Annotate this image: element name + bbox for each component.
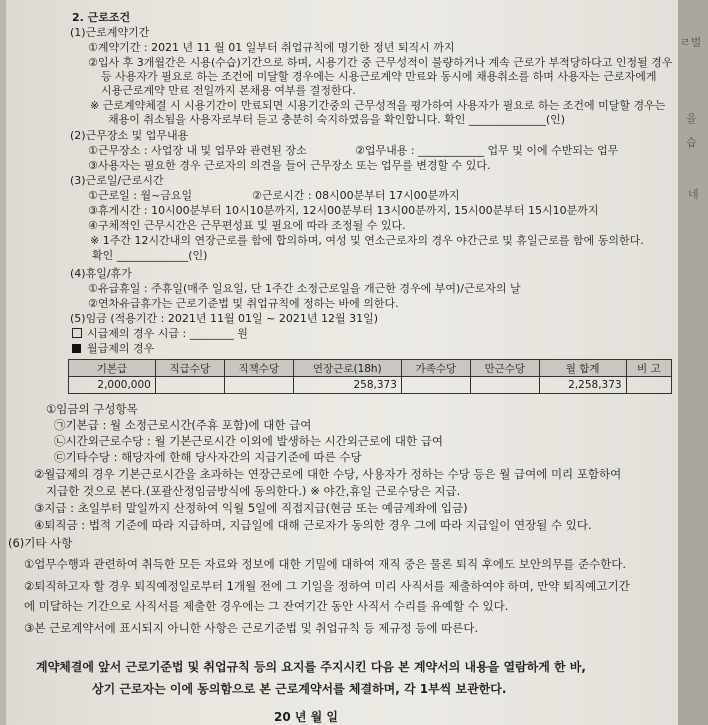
section-title: 2. 근로조건 [72, 11, 131, 24]
monthly-wage-text: 월급제의 경우 [87, 342, 155, 355]
other-matters-heading: (6)기타 사항 [8, 536, 73, 550]
closing-statement-2: 상기 근로자는 이에 동의함으로 본 근로계약서를 체결하며, 각 1부씩 보관한다. [92, 682, 507, 696]
probation-note-2: 채용이 취소됨을 사용자로부터 듣고 충분히 숙지하였음을 확인합니다. 확인 ______________(인) [108, 113, 566, 126]
wage-table [68, 359, 672, 394]
overtime-consent-text: ※ 1주간 12시간내의 연장근로를 함에 합의하며, 여성 및 연소근로자의 경우 야간근로 및 휴일근로를 함에 동의한다. [90, 234, 644, 247]
other-rules-text: ③본 근로계약서에 표시되지 아니한 사항은 근로기준법 및 취업규칙 등 제규정 등에 따른다. [24, 621, 479, 635]
workplace-text: ①근무장소 : 사업장 내 및 업무와 관련된 장소 [88, 144, 307, 157]
probation-text-1: ②입사 후 3개월간은 시용(수습)기간으로 하며, 시용기간 중 근무성적이 불량하거나 계속 근로가 부적당하다고 인정될 경우 [88, 56, 673, 69]
workdays-heading: (3)근로일/근로시간 [70, 174, 164, 187]
wage-component-other: ㉢기타수당 : 해당자에 한해 당사자간의 지급기준에 따른 수당 [54, 450, 362, 464]
edge-text: 네 [688, 188, 699, 201]
job-description-text: ②업무내용 : ____________ 업무 및 이에 수반되는 업무 [355, 144, 619, 157]
table-cell [626, 377, 671, 394]
edge-text: 을 [686, 112, 697, 125]
next-page-edge [678, 0, 708, 725]
workplace-change-text: ③사용자는 필요한 경우 근로자의 의견을 들어 근무장소 또는 업무를 변경할 수 있다. [88, 159, 491, 172]
table-row [69, 377, 672, 394]
table-cell: 2,000,000 [69, 377, 156, 394]
severance-text: ④퇴직금 : 법적 기준에 따라 지급하며, 지급일에 대해 근로자가 동의한 경우 그에 따라 지급일이 연장될 수 있다. [34, 518, 592, 532]
contract-page [6, 0, 678, 725]
probation-text-3: 시용근로계약 만료 전일까지 본채용 여부를 결정한다. [101, 84, 356, 97]
contract-date: 20 년 월 일 [274, 710, 339, 724]
edge-text: 습 [686, 136, 697, 149]
contract-period-heading: (1)근로계약기간 [70, 26, 150, 39]
probation-text-2: 등 사용자가 필요로 하는 조건에 미달할 경우에는 시용근로계약 만료와 동시에 채용취소를 하며 사용자는 근로자에게 [101, 70, 657, 83]
annual-leave-text: ②연차유급휴가는 근로기준법 및 취업규칙에 정하는 바에 의한다. [88, 297, 399, 310]
table-cell: 258,373 [293, 377, 401, 394]
closing-statement-1: 계약체결에 앞서 근로기준법 및 취업규칙 등의 요지를 주지시킨 다음 본 계약서의 내용을 열람하게 한 바, [36, 660, 586, 674]
table-header-cell: 직급수당 [155, 360, 224, 377]
table-header-cell: 연장근로(18h) [293, 360, 401, 377]
table-cell: 2,258,373 [539, 377, 626, 394]
contract-period-text: ①계약기간 : 2021 년 11 월 01 일부터 취업규칙에 명기한 정년 퇴직시 까지 [88, 41, 455, 54]
resignation-text-1: ②퇴직하고자 할 경우 퇴직예정일로부터 1개월 전에 그 기일을 정하여 미리 사직서를 제출하여야 하며, 만약 퇴직예고기간 [24, 579, 630, 593]
table-header-cell: 월 합계 [539, 360, 626, 377]
schedule-text: ④구체적인 근무시간은 근무편성표 및 필요에 따라 조정될 수 있다. [88, 219, 406, 232]
working-hours-text: ②근로시간 : 08시00분부터 17시00분까지 [252, 189, 460, 202]
resignation-text-2: 에 미달하는 기간으로 사직서를 제출한 경우에는 그 잔여기간 동안 사직서 수리를 유예할 수 있다. [24, 599, 509, 613]
wage-heading: (5)임금 (적용기간 : 2021년 11월 01일 ~ 2021년 12월 31일) [70, 312, 379, 325]
holidays-heading: (4)휴일/휴가 [70, 267, 132, 280]
probation-note-1: ※ 근로계약체결 시 시용기간이 만료되면 시용기간중의 근무성적을 평가하여 사용자가 필요로 하는 조건에 미달할 경우는 [90, 99, 666, 112]
table-header-cell: 기본급 [69, 360, 156, 377]
edge-text: ㄹ벌 [680, 36, 702, 49]
table-header-cell: 만근수당 [470, 360, 539, 377]
table-cell [470, 377, 539, 394]
payment-text: ③지급 : 초일부터 말일까지 산정하여 익월 5일에 직접지급(현금 또는 예금계좌에 입금) [34, 501, 468, 515]
table-header-cell: 직책수당 [224, 360, 293, 377]
workplace-heading: (2)근무장소 및 업무내용 [70, 129, 189, 142]
monthly-wage-line [72, 342, 154, 355]
table-cell [224, 377, 293, 394]
break-time-text: ③휴게시간 : 10시00분부터 10시10분까지, 12시00분부터 13시00분까지, 15시00분부터 15시10분까지 [88, 204, 599, 217]
monthly-wage-rule-1: ②월급제의 경우 기본근로시간을 초과하는 연장근로에 대한 수당, 사용자가 정하는 수당 등은 월 급여에 미리 포함하여 [34, 467, 622, 481]
overtime-confirm-text: 확인 _____________(인) [92, 249, 208, 262]
table-header-cell: 가족수당 [401, 360, 470, 377]
wage-component-overtime: ㉡시간외근로수당 : 월 기본근로시간 이외에 발생하는 시간외근로에 대한 급여 [54, 434, 443, 448]
paid-holiday-text: ①유급휴일 : 주휴일(매주 일요일, 단 1주간 소정근로일을 개근한 경우에 부여)/근로자의 날 [88, 282, 521, 295]
monthly-checkbox-checked [72, 344, 81, 353]
hourly-wage-text: 시급제의 경우 시급 : ________ 원 [87, 327, 248, 340]
table-cell [155, 377, 224, 394]
confidentiality-text: ①업무수행과 관련하여 취득한 모든 자료와 정보에 대한 기밀에 대하여 재직 중은 물론 퇴직 후에도 보안의무를 준수한다. [24, 557, 627, 571]
table-header-cell: 비 고 [626, 360, 671, 377]
monthly-wage-rule-2: 지급한 것으로 본다.(포괄산정임금방식에 동의한다.) ※ 야간,휴일 근로수당은 지급. [46, 484, 461, 498]
wage-component-base: ㉠기본급 : 월 소정근로시간(주휴 포함)에 대한 급여 [54, 418, 312, 432]
table-cell [401, 377, 470, 394]
hourly-wage-line [72, 327, 248, 340]
workdays-text: ①근로일 : 월~금요일 [88, 189, 193, 202]
wage-components-heading: ①임금의 구성항목 [46, 402, 138, 416]
hourly-checkbox [72, 328, 82, 338]
wage-table-header [69, 360, 672, 377]
